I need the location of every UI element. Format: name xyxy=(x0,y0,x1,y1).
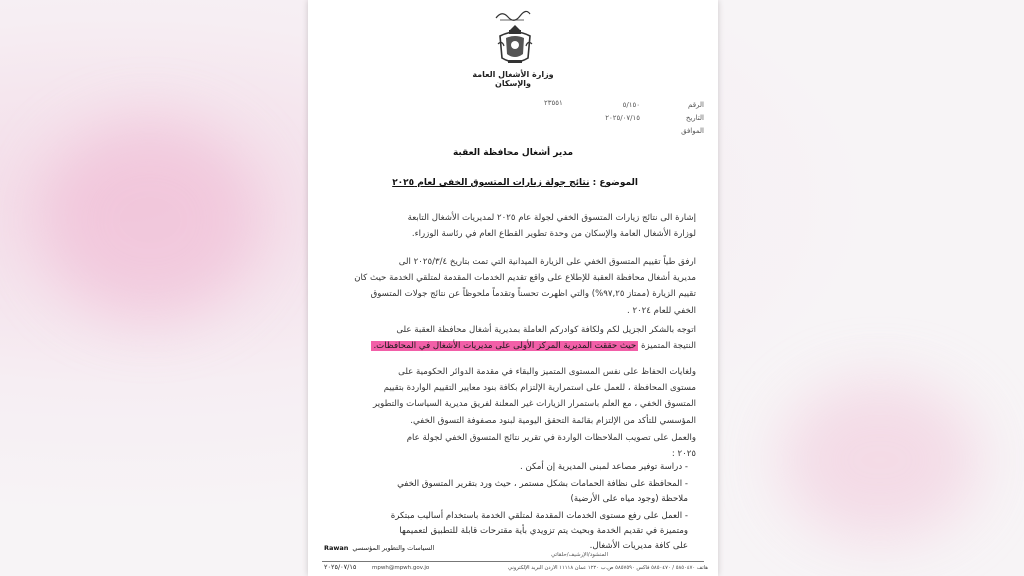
meta-values xyxy=(560,99,640,125)
calligraphy-mark xyxy=(494,8,532,22)
signature-date: ٢٠٢٥/٠٧/١٥ xyxy=(324,563,357,571)
subject-line xyxy=(338,178,638,188)
background-blob xyxy=(40,120,260,320)
ref-extra: ٢٣٥٥١ xyxy=(544,99,563,107)
subject-label: الموضوع : xyxy=(592,178,638,188)
bullet-dash: - xyxy=(682,511,688,521)
text-line: المتسوق الخفي ، مع العلم باستمرار الزيارات غير المعلنة لفريق مديرية السياسات والتطوير xyxy=(373,399,696,410)
text-line: ٢٠٢٥ : xyxy=(671,449,696,460)
paragraph-1 xyxy=(326,210,696,242)
bullet-text: ومتميزة في تقديم الخدمة وبحيث يتم تزويدي بأية مقترحات قابلة للتطبيق لتعميمها xyxy=(399,526,688,536)
text-line: المؤسسي للتأكد من الإلتزام بقائمة التحقق اليومية لبنود مصفوفة التسوق الخفي. xyxy=(410,415,696,426)
ref-label: الرقم xyxy=(688,101,704,109)
bullet-dash: - xyxy=(682,462,688,472)
text-line: إشارة الى نتائج زيارات المتسوق الخفي لجولة عام ٢٠٢٥ لمديريات الأشغال التابعة xyxy=(407,213,696,223)
ministry-name: وزارة الأشغال العامة والإسكان xyxy=(472,70,554,88)
footer-note: المنشود/الإرشيف/حلقاتي xyxy=(550,552,608,558)
text-line: ولغايات الحفاظ على نفس المستوى المتميز والبقاء في مقدمة الدوائر الحكومية على xyxy=(398,367,696,377)
date-label: التاريخ xyxy=(685,114,704,122)
bullet-item xyxy=(348,460,688,475)
paragraph-3 xyxy=(326,322,696,354)
bullet-text: ملاحظة (وجود مياه على الأرضية) xyxy=(570,494,688,504)
footer-contact xyxy=(418,565,708,571)
bullet-list xyxy=(348,460,688,554)
subject-text: نتائج جولة زيارات المتسوق الخفي لعام ٢٠٢٥ xyxy=(392,178,590,188)
bullet-text: على كافة مديريات الأشغال. xyxy=(589,541,688,551)
paragraph-5 xyxy=(326,430,696,462)
text-line: والعمل على تصويب الملاحظات الواردة في تقرير نتائج المتسوق الخفي لجولة عام xyxy=(406,433,696,443)
signature-name: Rawan xyxy=(324,544,349,552)
meta-labels xyxy=(664,99,704,138)
document-page xyxy=(308,0,718,576)
paragraph-2 xyxy=(326,254,696,319)
recipient: مدير أشغال محافظة العقبة xyxy=(452,148,574,158)
paragraph-4 xyxy=(326,364,696,429)
background-blob xyxy=(780,380,980,540)
text-line: اتوجه بالشكر الجزيل لكم ولكافة كوادركم العاملة بمديرية أشغال محافظة العقبة على xyxy=(396,325,696,335)
text-line: تقييم الزيارة (ممتاز ٩٧,٢٥%) والتي اظهرت تحسناً وتقدماً ملحوظاً عن نتائج جولات المتسوق xyxy=(370,289,696,300)
bullet-text: العمل على رفع مستوى الخدمات المقدمة لمتلقي الخدمة باستخدام أساليب مبتكرة xyxy=(390,511,683,521)
text-prefix: النتيجة المتميزة xyxy=(640,341,696,352)
text-line: مديرية أشغال محافظة العقبة للإطلاع على واقع تقديم الخدمات المقدمة لمتلقي الخدمة حيث كان xyxy=(354,273,696,284)
bullet-item xyxy=(348,477,688,507)
text-line xyxy=(326,338,696,354)
signature-dept: السياسات والتطوير المؤسسي xyxy=(352,544,435,552)
coat-of-arms-icon xyxy=(496,24,534,66)
text-line: ارفق طياً تقييم المتسوق الخفي على الزيارة الميدانية التي تمت بتاريخ ٢٠٢٥/٣/٤ الى xyxy=(398,257,696,267)
bullet-text: دراسة توفير مصاعد لمبنى المديرية إن أمكن . xyxy=(520,462,683,472)
bullet-dash: - xyxy=(682,479,688,489)
contact-line: هاتف ٥٨٥٠٤٧٠ / ٥٨٥٠٤٧٠ فاكس ٥٨٥٧٥٩٠ ص.ب ١٢٢٠ عمان ١١١١٨ الأردن البريد الإلكتروني xyxy=(508,565,708,571)
bullet-text: المحافظة على نظافة الحمامات بشكل مستمر ، حيث ورد بتقرير المتسوق الخفي xyxy=(397,479,683,489)
text-line: الخفي للعام ٢٠٢٤ . xyxy=(626,305,696,316)
date-value: ٢٠٢٥/٠٧/١٥ xyxy=(605,114,640,122)
highlighted-text: حيث حققت المديرية المركز الأولى على مديريات الأشغال في المحافظات. xyxy=(373,341,637,352)
text-line: مستوى المحافظة ، للعمل على استمرارية الإلتزام بكافة بنود معايير التقييم الواردة بتقييم xyxy=(383,383,696,394)
footer-email: mpwh@mpwh.gov.jo xyxy=(372,565,430,571)
text-line: لوزارة الأشغال العامة والإسكان من وحدة تطوير القطاع العام في رئاسة الوزراء. xyxy=(411,229,696,240)
ref-value: ٥/١٥٠ xyxy=(622,101,640,109)
corresponding-label: الموافق xyxy=(681,127,704,135)
